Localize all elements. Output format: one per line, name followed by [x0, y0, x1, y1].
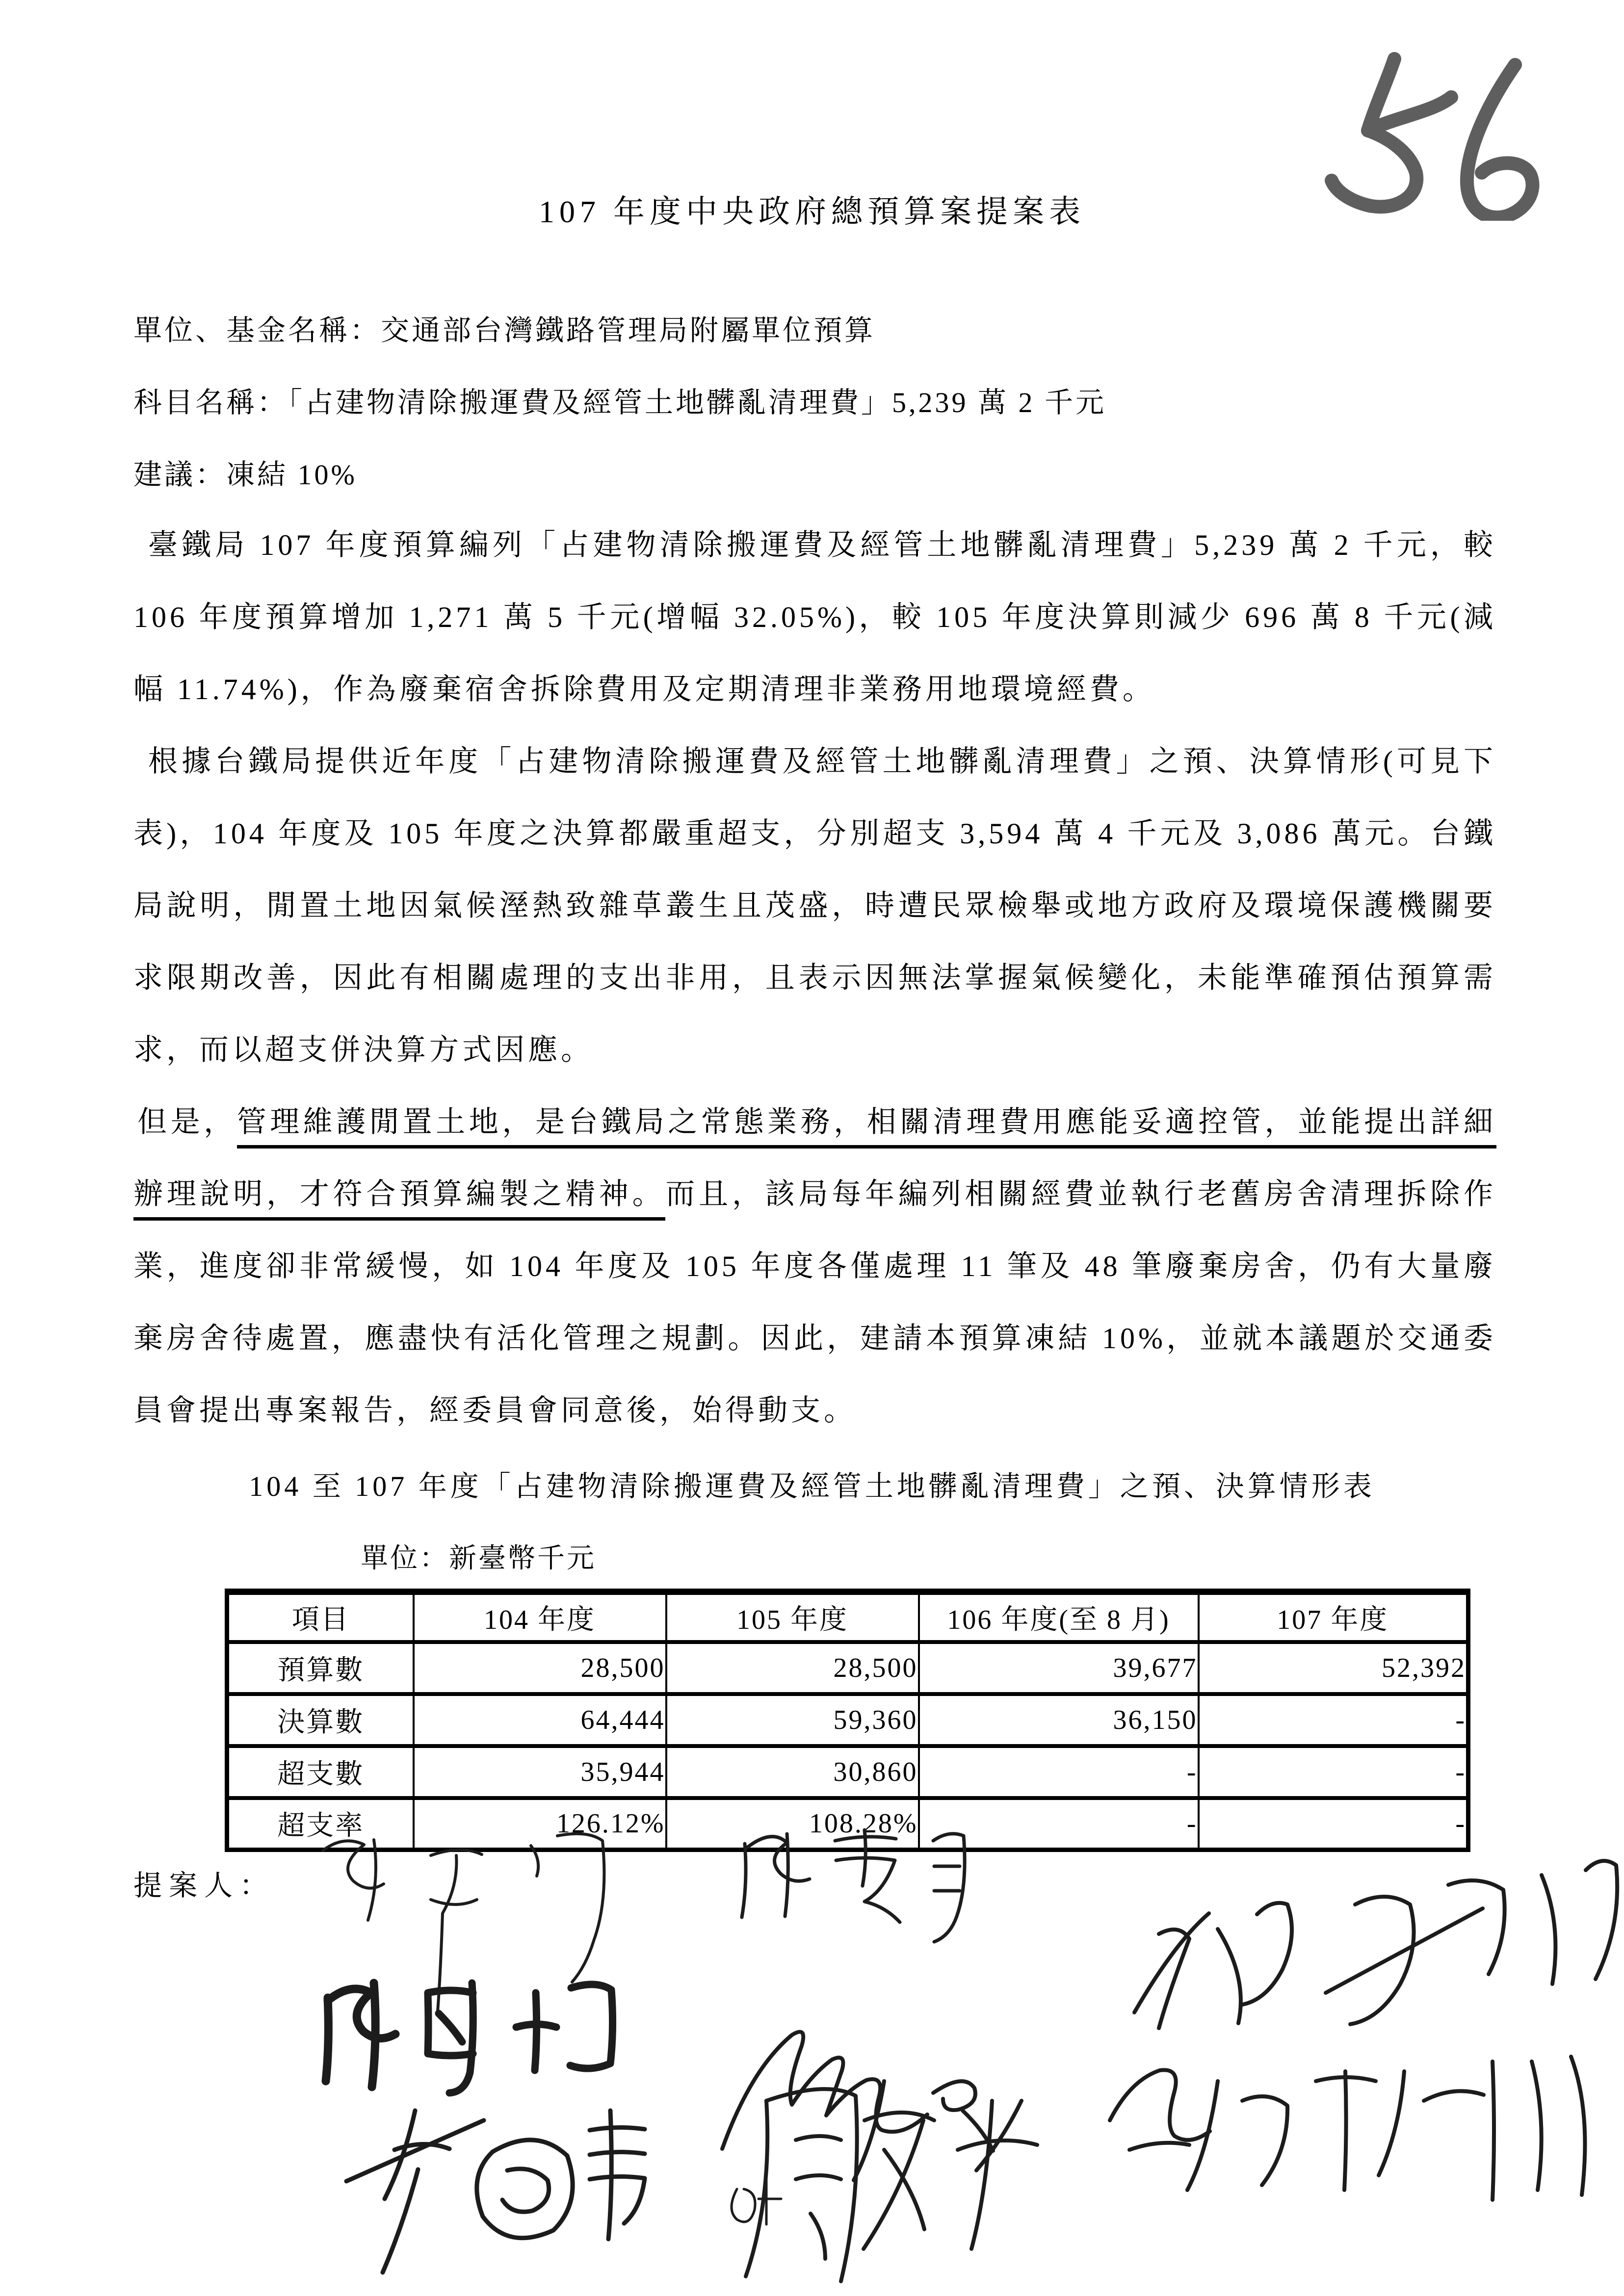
paragraph: [133, 1086, 1496, 1447]
body-text: 而且，該局每年編列相關經費並執行老舊房舍清理拆除作業，進度卻非常緩慢，如 104 年度及 105 年度各僅處理 11 筆及 48 筆廢棄房舍，仍有大量廢棄房舍待處置，應盡快有活化管理之規劃。因此，建請本預算凍結 10%，並就本議題於交通委員會提出專案報告，經委員會同意後，始得動支。: [133, 1178, 1497, 1427]
page-title: 107 年度中央政府總預算案提案表: [539, 194, 1085, 229]
row-label-cell: 預算數: [227, 1642, 414, 1694]
value-cell: -: [919, 1798, 1199, 1850]
body-text: 但是，: [137, 1106, 237, 1138]
table-row: [227, 1642, 1468, 1694]
table-unit-note: 單位：新臺幣千元: [361, 1543, 596, 1574]
value-cell: 35,944: [414, 1746, 666, 1798]
body-text: 根據台鐵局提供近年度「占建物清除搬運費及經管土地髒亂清理費」之預、決算情形(可見下表)，104 年度及 105 年度之決算都嚴重超支，分別超支 3,594 萬 4 千元及 3,086 萬元。台鐵局說明，閒置土地因氣候溼熱致雜草叢生且茂盛，時遭民眾檢舉或地方政府及環境保護機關要求限期改善，因此有相關處理的支出非用，且表示因無法掌握氣候變化，未能準確預估預算需求，而以超支併決算方式因應。: [133, 745, 1496, 1066]
signature-5: [722, 2032, 975, 2149]
row-label-cell: 超支數: [227, 1746, 414, 1798]
value-cell: 39,677: [919, 1642, 1199, 1694]
signature-8: [1110, 2057, 1585, 2200]
signature-7: [1134, 1861, 1617, 2028]
table-row: [227, 1746, 1468, 1798]
proposer-label: 提案人：: [133, 1870, 275, 1902]
value-cell: -: [1199, 1798, 1468, 1850]
signature-6: [746, 2081, 1037, 2281]
value-cell: -: [1199, 1746, 1468, 1798]
unit-fund-name-line: 單位、基金名稱：交通部台灣鐵路管理局附屬單位預算: [133, 314, 876, 346]
subject-name-line: 科目名稱：「占建物清除搬運費及經管土地髒亂清理費」5,239 萬 2 千元: [133, 387, 1107, 418]
table-row: [227, 1694, 1468, 1746]
value-cell: 28,500: [666, 1642, 919, 1694]
value-cell: -: [1199, 1694, 1468, 1746]
table-header-row: [227, 1592, 1468, 1642]
value-cell: 108.28%: [666, 1798, 919, 1850]
table-header-cell: 項目: [227, 1592, 414, 1642]
value-cell: -: [919, 1746, 1199, 1798]
table-header-cell: 105 年度: [666, 1592, 919, 1642]
underlined-text: 管理維護閒置土地，是台鐵局之常態業務，相關清理費用應能妥適控管，並能提出詳細辦理說明，才符合預算編製之精神。: [133, 1106, 1496, 1221]
row-label-cell: 決算數: [227, 1694, 414, 1746]
table-header-cell: 106 年度(至 8 月): [919, 1592, 1199, 1642]
value-cell: 64,444: [414, 1694, 666, 1746]
signature-4: [346, 2111, 645, 2272]
signature-2: [742, 1830, 965, 1942]
paragraph: [133, 509, 1496, 726]
table-header-cell: 104 年度: [414, 1592, 666, 1642]
signature-scribble-04: [732, 2179, 781, 2224]
signatures-area: [0, 1805, 1624, 2296]
value-cell: 52,392: [1199, 1642, 1468, 1694]
value-cell: 126.12%: [414, 1798, 666, 1850]
suggestion-line: 建議：凍結 10%: [133, 459, 357, 491]
table-header-cell: 107 年度: [1199, 1592, 1468, 1642]
value-cell: 36,150: [919, 1694, 1199, 1746]
body-paragraphs: [133, 509, 1496, 1447]
paragraph: [133, 726, 1496, 1086]
signature-1: [323, 1834, 604, 2011]
body-text: 臺鐵局 107 年度預算編列「占建物清除搬運費及經管土地髒亂清理費」5,239 萬 2 千元，較 106 年度預算增加 1,271 萬 5 千元(增幅 32.05%)，較 105 年度決算則減少 696 萬 8 千元(減幅 11.74%)，作為廢棄宿舍拆除費用及定期清理非業務用地環境經費。: [133, 529, 1496, 705]
value-cell: 59,360: [666, 1694, 919, 1746]
table-title: 104 至 107 年度「占建物清除搬運費及經管土地髒亂清理費」之預、決算情形表: [249, 1470, 1375, 1502]
row-label-cell: 超支率: [227, 1798, 414, 1850]
value-cell: 30,860: [666, 1746, 919, 1798]
signature-3: [326, 1983, 613, 2093]
value-cell: 28,500: [414, 1642, 666, 1694]
